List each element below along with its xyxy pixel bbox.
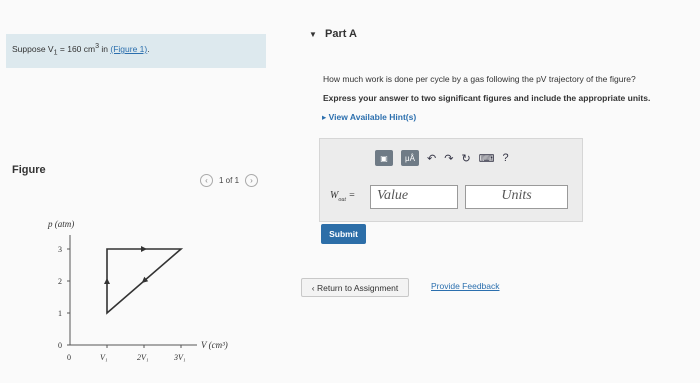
units-placeholder: Units — [501, 188, 532, 203]
part-title: Part A — [325, 28, 357, 40]
pager-text: 1 of 1 — [219, 176, 240, 185]
chevron-right-icon[interactable]: › — [245, 174, 258, 187]
provide-feedback-link[interactable]: Provide Feedback — [431, 281, 500, 291]
y-tick-label: 3 — [58, 245, 62, 254]
figure-link[interactable]: (Figure 1) — [110, 43, 148, 54]
collapse-arrow-icon[interactable]: ▼ — [309, 30, 317, 39]
submit-button[interactable]: Submit — [321, 224, 366, 244]
return-to-assignment-button[interactable]: ‹ Return to Assignment — [301, 278, 409, 297]
cycle-arrow — [141, 246, 147, 252]
figure-heading: Figure — [12, 164, 46, 176]
view-hints-link[interactable]: ▸ View Available Hint(s) — [322, 112, 417, 122]
x-tick-label: 0 — [67, 353, 71, 362]
template-icon[interactable]: ▣ — [375, 150, 393, 166]
units-input[interactable] — [465, 185, 568, 209]
figure-pager — [200, 174, 258, 187]
y-tick-label: 2 — [58, 277, 62, 286]
chevron-left-icon[interactable]: ‹ — [200, 174, 213, 187]
pv-diagram — [0, 200, 280, 383]
answer-variable: $W_{out}$ = — [330, 190, 356, 203]
undo-icon[interactable]: ↶ — [427, 152, 437, 165]
prompt-text: Suppose $V_1 = 160$ $cm^3$ in (Figure 1). — [12, 42, 150, 57]
redo-icon[interactable]: ↷ — [444, 152, 454, 165]
x-tick-label: 3V₁ — [174, 353, 186, 362]
question-text: How much work is done per cycle by a gas following the pV trajectory of the figure? — [323, 74, 636, 84]
help-icon[interactable]: ? — [502, 152, 509, 164]
value-placeholder: Value — [377, 188, 409, 203]
value-input[interactable] — [370, 185, 458, 209]
units-symbol-button[interactable]: μÅ — [401, 150, 419, 166]
x-axis-label: V (cm³) — [201, 340, 228, 350]
y-axis-label: p (atm) — [48, 219, 75, 229]
x-tick-label: 2V₁ — [137, 353, 149, 362]
reset-icon[interactable]: ↻ — [461, 152, 471, 165]
y-tick-label: 0 — [58, 341, 62, 350]
instruction-text: Express your answer to two significant figures and include the appropriate units. — [323, 93, 651, 103]
y-tick-label: 1 — [58, 309, 62, 318]
math-toolbar — [375, 150, 509, 166]
cycle-arrow — [104, 278, 110, 284]
keyboard-icon[interactable]: ⌨ — [478, 152, 495, 165]
x-tick-label: V₁ — [100, 353, 108, 362]
